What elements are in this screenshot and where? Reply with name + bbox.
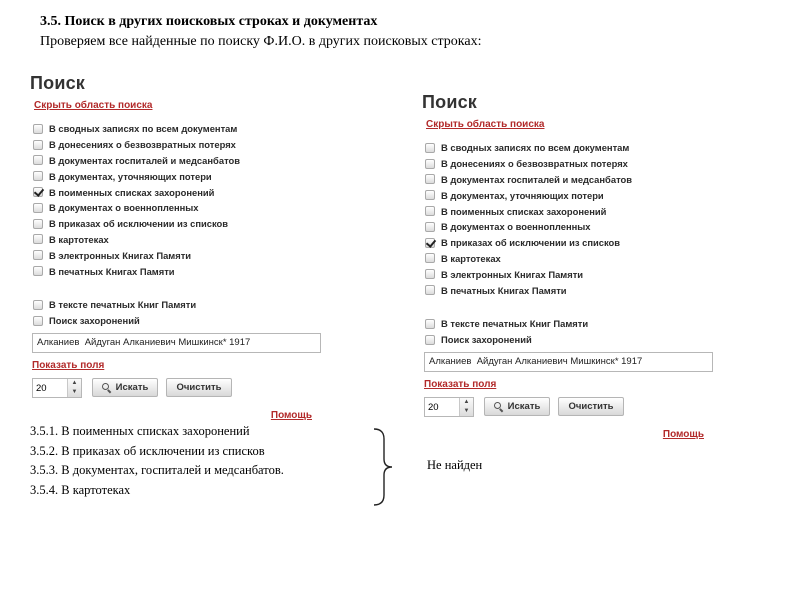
checkbox-label: В тексте печатных Книг Памяти: [441, 318, 589, 330]
search-button[interactable]: [484, 397, 550, 416]
stepper-arrows[interactable]: [459, 398, 473, 416]
checkbox[interactable]: [425, 206, 435, 216]
results-list: [30, 422, 284, 500]
checkbox[interactable]: [425, 285, 435, 295]
checkbox-row[interactable]: [425, 266, 722, 282]
checkbox-label: В сводных записях по всем документам: [49, 123, 238, 135]
checkbox-row[interactable]: [33, 216, 330, 232]
source-checkbox-list: [422, 140, 722, 298]
checkbox-label: В донесениях о безвозвратных потерях: [441, 158, 628, 170]
stepper-value: 20: [36, 382, 47, 394]
clear-button[interactable]: [166, 378, 232, 397]
checkbox-row[interactable]: [425, 316, 722, 332]
checkbox[interactable]: [33, 171, 43, 181]
checkbox-row[interactable]: [33, 247, 330, 263]
checkbox[interactable]: [33, 234, 43, 244]
checkbox-label: В приказах об исключении из списков: [49, 218, 229, 230]
checkbox-row[interactable]: [33, 137, 330, 153]
magnifier-icon: [494, 402, 503, 411]
search-controls: [32, 378, 330, 398]
checkbox-row[interactable]: [425, 332, 722, 348]
checkbox[interactable]: [33, 203, 43, 213]
checkbox-row[interactable]: [33, 313, 330, 329]
panel-title: Поиск: [30, 73, 86, 93]
checkbox[interactable]: [425, 222, 435, 232]
clear-button-label: Очистить: [176, 382, 222, 394]
checkbox-label: В картотеках: [441, 252, 501, 264]
checkbox[interactable]: [33, 219, 43, 229]
panel-title: Поиск: [422, 92, 478, 112]
checkbox-row[interactable]: [33, 153, 330, 169]
extra-checkbox-list: [30, 297, 330, 329]
document-heading: 3.5. Поиск в других поисковых строках и документах: [40, 14, 378, 29]
search-panel-left: [30, 72, 330, 421]
checkbox-row[interactable]: [425, 140, 722, 156]
stepper-value: 20: [428, 401, 439, 413]
checkbox-label: В печатных Книгах Памяти: [441, 284, 567, 296]
checkbox-row[interactable]: [33, 263, 330, 279]
checkbox-row[interactable]: [425, 187, 722, 203]
checkbox-label: В документах, уточняющих потери: [441, 189, 604, 201]
checkbox-label: В картотеках: [49, 233, 109, 245]
checkbox-label: В поименных списках захоронений: [49, 186, 215, 198]
checkbox-label: В документах госпиталей и медсанбатов: [49, 154, 241, 166]
checkbox-row[interactable]: [33, 297, 330, 313]
checkbox-label: В документах о военнопленных: [441, 221, 591, 233]
checkbox-checked[interactable]: [425, 238, 435, 248]
checkbox-label: В донесениях о безвозвратных потерях: [49, 139, 236, 151]
extra-checkbox-list: [422, 316, 722, 348]
checkbox-row[interactable]: [425, 235, 722, 251]
result-item: 3.5.4. В картотеках: [30, 482, 131, 497]
checkbox-label: В поименных списках захоронений: [441, 205, 607, 217]
checkbox-label: В тексте печатных Книг Памяти: [49, 299, 197, 311]
checkbox-label: В электронных Книгах Памяти: [441, 268, 584, 280]
checkbox-row[interactable]: [425, 282, 722, 298]
checkbox-label: В электронных Книгах Памяти: [49, 249, 192, 261]
search-query-input[interactable]: [424, 352, 713, 372]
results-per-page-stepper[interactable]: [32, 378, 82, 398]
checkbox-checked[interactable]: [33, 187, 43, 197]
checkbox-label: В документах госпиталей и медсанбатов: [441, 173, 633, 185]
result-item: 3.5.1. В поименных списках захоронений: [30, 424, 250, 438]
checkbox[interactable]: [425, 253, 435, 263]
clear-button-label: Очистить: [568, 401, 614, 413]
checkbox-row[interactable]: [33, 200, 330, 216]
stepper-arrows[interactable]: [67, 379, 81, 397]
checkbox[interactable]: [425, 190, 435, 200]
checkbox-label: В документах, уточняющих потери: [49, 170, 212, 182]
checkbox-row[interactable]: [33, 168, 330, 184]
checkbox[interactable]: [425, 174, 435, 184]
search-controls: [424, 397, 722, 417]
arrow-up-icon[interactable]: ▲: [463, 398, 470, 405]
show-fields-link[interactable]: Показать поля: [32, 359, 105, 371]
not-found-verdict: Не найден: [427, 458, 483, 472]
checkbox[interactable]: [33, 250, 43, 260]
checkbox[interactable]: [425, 319, 435, 329]
checkbox-label: В печатных Книгах Памяти: [49, 265, 175, 277]
arrow-up-icon[interactable]: ▲: [71, 379, 78, 386]
checkbox[interactable]: [33, 155, 43, 165]
checkbox-label: В документах о военнопленных: [49, 202, 199, 214]
checkbox[interactable]: [33, 266, 43, 276]
checkbox-row[interactable]: [425, 219, 722, 235]
checkbox[interactable]: [425, 335, 435, 345]
checkbox-row[interactable]: [425, 156, 722, 172]
help-link[interactable]: Помощь: [270, 409, 312, 421]
checkbox-label: Поиск захоронений: [49, 315, 140, 327]
search-query-input[interactable]: [32, 333, 321, 353]
magnifier-icon: [102, 383, 111, 392]
search-button[interactable]: [92, 378, 158, 397]
checkbox-row[interactable]: [33, 184, 330, 200]
checkbox-label: Поиск захоронений: [441, 334, 532, 346]
clear-button[interactable]: [558, 397, 624, 416]
search-panel-right: [422, 91, 722, 440]
checkbox-row[interactable]: [425, 251, 722, 267]
show-fields-link[interactable]: Показать поля: [424, 378, 497, 390]
arrow-down-icon[interactable]: ▼: [463, 407, 470, 414]
checkbox[interactable]: [33, 140, 43, 150]
search-button-label: Искать: [115, 382, 149, 394]
checkbox-label: В приказах об исключении из списков: [441, 237, 621, 249]
search-button-label: Искать: [507, 401, 541, 413]
curly-brace-icon: [372, 427, 396, 507]
result-item: 3.5.3. В документах, госпиталей и медсанбатов.: [30, 463, 284, 477]
checkbox-row[interactable]: [33, 121, 330, 137]
checkbox-row[interactable]: [425, 172, 722, 188]
checkbox[interactable]: [33, 300, 43, 310]
checkbox-row[interactable]: [33, 232, 330, 248]
result-item: 3.5.2. В приказах об исключении из списков: [30, 443, 265, 458]
help-link[interactable]: Помощь: [662, 428, 704, 440]
checkbox[interactable]: [425, 269, 435, 279]
results-per-page-stepper[interactable]: [424, 397, 474, 417]
checkbox[interactable]: [33, 124, 43, 134]
checkbox-row[interactable]: [425, 203, 722, 219]
source-checkbox-list: [30, 121, 330, 279]
hide-search-area-link[interactable]: Скрыть область поиска: [426, 119, 545, 130]
checkbox[interactable]: [425, 143, 435, 153]
checkbox[interactable]: [425, 159, 435, 169]
checkbox[interactable]: [33, 316, 43, 326]
document-subheading: Проверяем все найденные по поиску Ф.И.О. в других поисковых строках:: [40, 34, 482, 49]
arrow-down-icon[interactable]: ▼: [71, 388, 78, 395]
checkbox-label: В сводных записях по всем документам: [441, 142, 630, 154]
hide-search-area-link[interactable]: Скрыть область поиска: [34, 100, 153, 111]
